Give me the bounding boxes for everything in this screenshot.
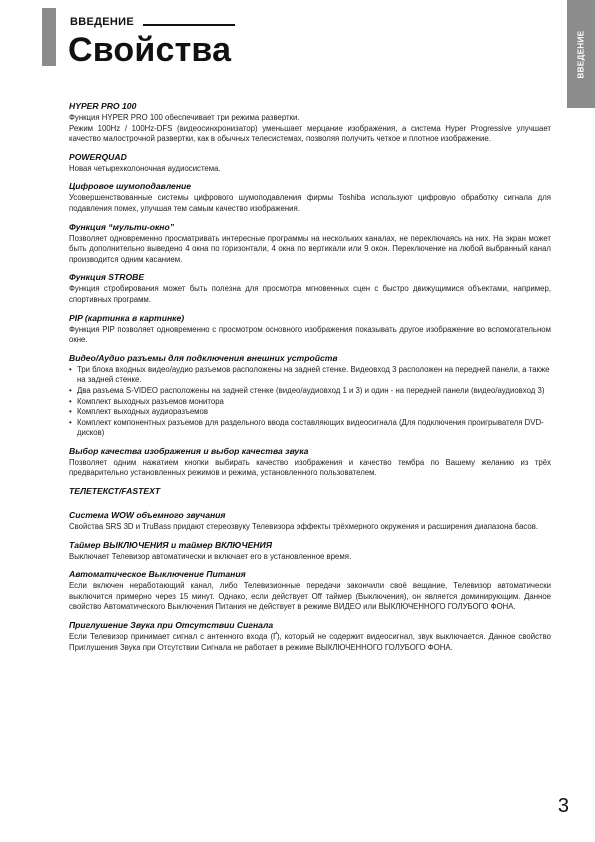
section-rule	[143, 24, 235, 26]
section-timers	[69, 540, 551, 563]
section-heading: PIP (картинка в картинке)	[69, 312, 185, 323]
section-connectors	[69, 353, 551, 439]
list-item: • Комплект компонентных разъемов для раздельного ввода составляющих видеосигнала (Для подключения проигрывателя DVD-дисков)	[69, 418, 551, 439]
section-text: Режим 100Hz / 100Hz-DFS (видеосинхронизатор) уменьшает мерцание изображения, а система Hyper Progressive улучшает качество малострочной развертки, как в обычных телесистемах, позволяя получить четкое и плотное изображение.	[69, 123, 551, 144]
section-text: Функция стробирования может быть полезна для просмотра мгновенных сцен с быстро движущимися объектами, например, спортивных программ.	[69, 284, 551, 304]
section-quality-select	[69, 446, 551, 479]
side-tab-label: ВВЕДЕНИЕ	[576, 30, 586, 78]
section-heading: Функция STROBE	[69, 272, 145, 283]
page-number: 3	[557, 795, 569, 817]
section-text: Выключает Телевизор автоматически и включает его в установленное время.	[69, 551, 352, 561]
section-text: Функция PIP позволяет одновременно с просмотром основного изображения показывать другое изображение во вспомогательном окне.	[69, 324, 551, 345]
section-text: Функция HYPER PRO 100 обеспечивает три режима развертки.	[69, 113, 300, 122]
section-text: Если включен неработающий канал, либо Телевизионные передачи закончили своё вещание, Телевизор автоматически выключится примерно через 15 минут. Однако, если действует Off таймер (Выключения), он является доминирующим. Данное свойство Автоматического Выключения Питания не действует в режиме ВИДЕО или ВЫКЛЮЧЕННОГО ГОЛУБОГО ФОНА.	[69, 581, 551, 612]
section-strobe	[69, 272, 551, 305]
section-teletext	[69, 486, 551, 497]
section-heading: Выбор качества изображения и выбор качества звука	[69, 445, 309, 456]
list-item: • Три блока входных видео/аудио разъемов расположены на задней стенке. Видеовход 3 расположен на передней панели, а также на задней стенке.	[69, 365, 551, 386]
list-item: • Два разъема S-VIDEO расположены на задней стенке (видео/аудиовход 1 и 3) и один - на передней панели (видео/аудиовход 3)	[69, 386, 551, 397]
page-title: Свойства	[68, 31, 232, 69]
section-noise-reduction	[69, 181, 551, 214]
section-label: ВВЕДЕНИЕ	[70, 16, 134, 28]
section-heading: Автоматическое Выключение Питания	[69, 569, 246, 580]
header-accent-bar	[42, 8, 56, 66]
section-heading: HYPER PRO 100	[69, 101, 137, 111]
section-heading: ТЕЛЕТЕКСТ/FASTEXT	[69, 486, 161, 497]
section-heading: Цифровое шумоподавление	[69, 181, 192, 192]
section-heading: Система WOW объемного звучания	[69, 510, 226, 521]
section-text: Позволяет одновременно просматривать интересные программы на нескольких каналах, не переключаясь на них. На экран может быть дополнительно выведено 4 окна по горизонтали, 4 окна по вертикали или 9 окон. Переключение на любой выбранный канал производится одним касанием.	[69, 233, 551, 264]
list-item: • Комплект выходных разъемов монитора	[69, 397, 551, 408]
section-auto-power-off	[69, 569, 551, 613]
section-no-signal-mute	[69, 620, 551, 653]
section-text: Свойства SRS 3D и TruBass придают стереозвуку Телевизора эффекты трёхмерного окружения и расширения диапазона басов.	[69, 522, 539, 532]
section-heading: Приглушение Звука при Отсутствии Сигнала	[69, 620, 274, 631]
section-text: Усовершенствованные системы цифрового шумоподавления фирмы Toshiba используют цифровую обработку сигнала для подавления помех, улучшая тем самым качество изображения.	[69, 193, 551, 213]
section-powerquad	[69, 152, 551, 175]
section-hyper-pro	[69, 101, 551, 145]
section-text: Позволяет одним нажатием кнопки выбирать качество изображения и качество тембра по Вашему желанию из трёх предварительно установленных режимов и режима, установленного пользователем.	[69, 457, 551, 478]
section-heading: Видео/Аудио разъемы для подключения внешних устройств	[69, 352, 338, 363]
section-heading: Таймер ВЫКЛЮЧЕНИЯ и таймер ВКЛЮЧЕНИЯ	[69, 539, 272, 550]
section-heading: Функция “мульти-окно”	[69, 221, 175, 232]
document-body	[69, 101, 551, 660]
section-pip	[69, 313, 551, 346]
section-text: Новая четырехколоночная аудиосистема.	[69, 163, 221, 173]
side-tab	[567, 0, 595, 108]
section-text: Если Телевизор принимает сигнал с антенного входа (Ґ), который не содержит видеосигнал, звук выключается. Данное свойство Приглушения Звука при Отсутствии Сигнала не работает в режиме ВЫКЛЮЧЕННОГО ГОЛУБОГО ФОНА.	[69, 632, 551, 652]
connector-list	[69, 365, 551, 439]
section-heading: POWERQUAD	[69, 151, 127, 162]
section-wow	[69, 510, 551, 533]
section-multi-window	[69, 222, 551, 266]
list-item: • Комплект выходных аудиоразъемов	[69, 407, 551, 418]
